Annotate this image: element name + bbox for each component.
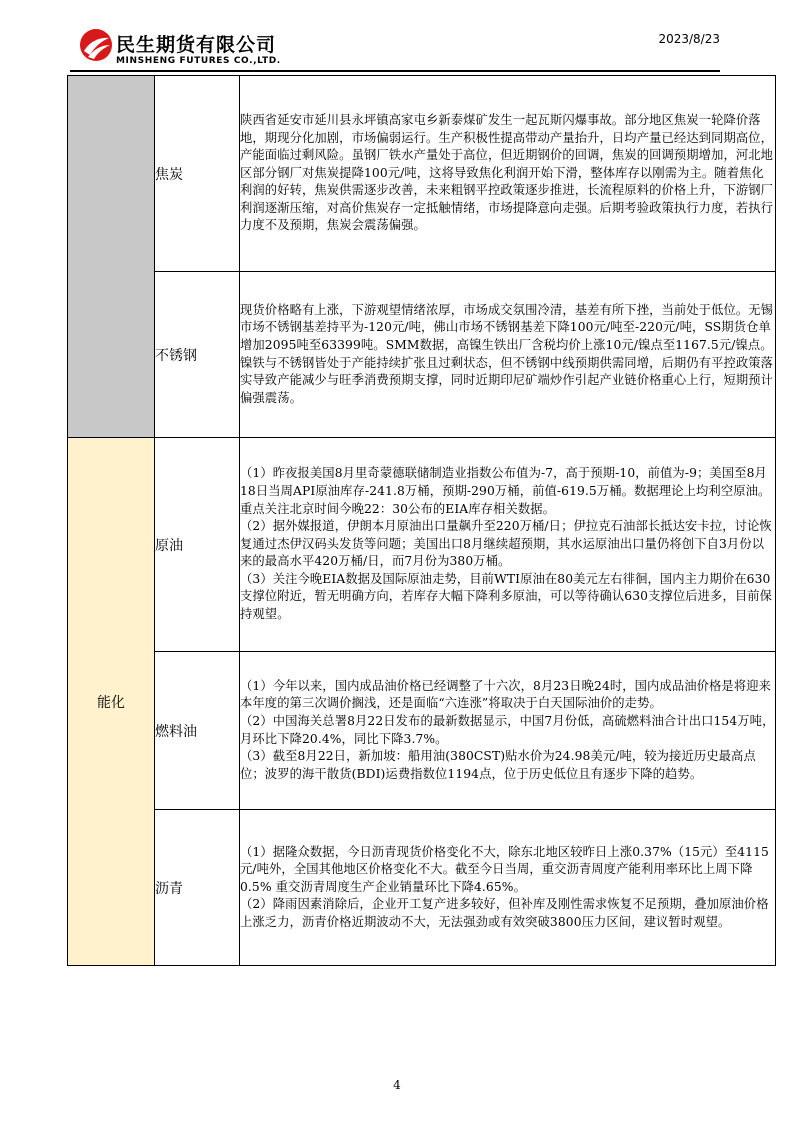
paragraph: （2）据外媒报道，伊朗本月原油出口量飙升至220万桶/日；伊拉克石油部长抵达安卡拉，讨论恢复通过杰伊汉码头发货等问题；美国出口8月继续超预期，其水运原油出口量仍将创下自3月份以来的最高水平420万桶/日，而7月份为380万桶。: [240, 519, 772, 569]
item-name-coke: 焦炭: [155, 76, 240, 272]
paragraph: （1）昨夜报美国8月里奇蒙德联储制造业指数公布值为-7，高于预期-10，前值为-9；美国至8月18日当周API原油库存-241.8万桶，预期-290万桶，前值-619.5万桶。数据理论上均利空原油。重点关注北京时间今晚22：30公布的EIA库存相关数据。: [240, 466, 771, 516]
paragraph: （2）降雨因素消除后，企业开工复产进多较好，但补库及刚性需求恢复不足预期，叠加原油价格上涨乏力，沥青价格近期波动不大，无法强劲或有效突破3800压力区间，建议暂时观望。: [240, 897, 769, 929]
category-cell: [68, 76, 155, 438]
item-content: [240, 810, 776, 966]
page-number: 4: [393, 1078, 401, 1092]
item-content: [240, 438, 776, 652]
commodity-table: [67, 75, 776, 966]
table-row: [68, 438, 776, 652]
item-name-fuel-oil: 燃料油: [155, 652, 240, 810]
paragraph: 现货价格略有上涨，下游观望情绪浓厚，市场成交氛围冷清，基差有所下挫，当前处于低位。无锡市场不锈钢基差持平为-120元/吨，佛山市场不锈钢基差下降100元/吨至-220元/吨，SS期货仓单增加2095吨至63399吨。SMM数据，高镍生铁出厂含税均价上涨10元/镍点至1167.5元/镍点。镍铁与不锈钢皆处于产能持续扩张且过剩状态，但不锈钢中线预期供需同增，后期仍有平控政策落实导致产能减少与旺季消费预期支撑，同时近期印尼矿端炒作引起产业链价格重心上行，短期预计偏强震荡。: [240, 302, 774, 405]
item-name-asphalt: 沥青: [155, 810, 240, 966]
item-content: [240, 272, 776, 438]
table-row: [68, 272, 776, 438]
minsheng-logo-icon: [78, 27, 114, 63]
paragraph: （3）截至8月22日，新加坡：船用油(380CST)贴水价为24.98美元/吨，较为接近历史最高点位；波罗的海干散货(BDI)运费指数位1194点，位于历史低位且有逐步下降的趋势。: [240, 749, 756, 781]
table-row: [68, 76, 776, 272]
page-header: [78, 22, 720, 72]
header-divider: [70, 70, 720, 72]
paragraph: （3）关注今晚EIA数据及国际原油走势，目前WTI原油在80美元左右徘徊，国内主力期价在630支撑位附近，暂无明确方向，若库存大幅下降利多原油，可以等待确认630支撑位后进多，目前保持观望。: [240, 571, 773, 622]
table-row: [68, 652, 776, 810]
item-content: [240, 76, 776, 272]
company-name-en: MINSHENG FUTURES CO.,LTD.: [116, 56, 281, 66]
paragraph: （1）今年以来，国内成品油价格已经调整了十六次，8月23日晚24时，国内成品油价格是将迎来本年度的第三次调价搁浅，还是面临“六连涨”将取决于白天国际油价的走势。: [240, 678, 772, 711]
paragraph: （1）据隆众数据，今日沥青现货价格变化不大，除东北地区较昨日上涨0.37%（15元）至4115元/吨外，全国其他地区价格变化不大。截至今日当周，重交沥青周度产能利用率环比上周下降0.5% 重交沥青周度生产企业销量环比下降4.65%。: [240, 844, 769, 894]
table-row: [68, 810, 776, 966]
paragraph: 陕西省延安市延川县永坪镇高家屯乡新泰煤矿发生一起瓦斯闪爆事故。部分地区焦炭一轮降价落地，期现分化加剧，市场偏弱运行。生产积极性提高带动产量抬升，日均产量已经达到同期高位，产能面临过剩风险。虽钢厂铁水产量处于高位，但近期钢价的回调，焦炭的回调预期增加，河北地区部分钢厂对焦炭提降100元/吨，这将导致焦化利润开始下滑，整体库存以刚需为主。随着焦化利润的好转，焦炭供需逐步改善，未来粗钢平控政策逐步推进，长流程原料的价格上升，下游钢厂利润逐渐压缩，对高价焦炭存一定抵触情绪，市场提降意向走强。后期考验政策执行力度，若执行力度不及预期，焦炭会震荡偏强。: [240, 112, 774, 233]
company-name-cn: 民生期货有限公司: [116, 34, 277, 56]
category-cell-energy-chemical: 能化: [68, 438, 155, 966]
item-content: [240, 652, 776, 810]
item-name-crude-oil: 原油: [155, 438, 240, 652]
item-name-stainless-steel: 不锈钢: [155, 272, 240, 438]
paragraph: （2）中国海关总署8月22日发布的最新数据显示，中国7月份低，高硫燃料油合计出口154万吨，月环比下降20.4%，同比下降3.7%。: [240, 713, 775, 746]
report-date: 2023/8/23: [658, 32, 720, 46]
